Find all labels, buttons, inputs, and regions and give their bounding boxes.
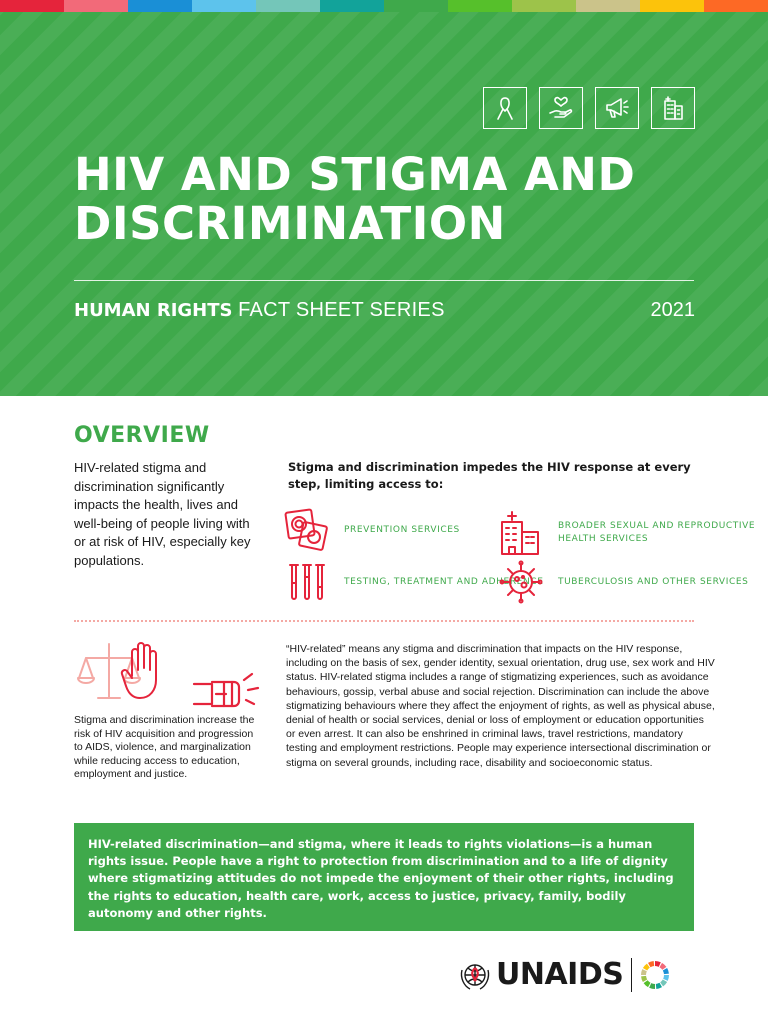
section-divider	[74, 620, 694, 622]
sdg-strip-segment	[0, 0, 64, 12]
sdg-strip-segment	[64, 0, 128, 12]
overview-text: HIV-related stigma and discrimination significantly impacts the health, lives and well-being of people living with or at risk of HIV, especially key populations.	[74, 460, 251, 568]
sdg-strip-segment	[256, 0, 320, 12]
access-label-srh: BROADER SEXUAL AND REPRODUCTIVE HEALTH SERVICES	[558, 521, 756, 544]
sdg-wheel-segment	[656, 982, 662, 988]
sdg-wheel-segment	[644, 980, 651, 987]
logo-text: UNAIDS	[496, 957, 624, 992]
header-banner	[0, 12, 768, 396]
hiv-related-definition: “HIV-related” means any stigma and discrimination that impacts on the HIV response, including on the basis of sex, gender identity, sexual orientation, drug use, sex work and HIV status. HIV-related stigma includes a range of stigmatizing experiences, such as avoidance behaviours, gossip, verbal abuse and social rejection. Discrimination can include the above stigmatizing behaviours where they affect the enjoyment of rights, as well as physical abuse, denial of health or social services, denial or loss of employment or education opportunities or even arrest. It can also be enshrined in criminal laws, travel restrictions, mandatory testing and employment restrictions. People may experience intersectional discrimination or stigma on several grounds, including race, disability and socioeconomic status.	[286, 643, 715, 769]
sdg-wheel-segment	[664, 975, 670, 981]
sdg-strip-segment	[512, 0, 576, 12]
sdg-wheel-segment	[650, 983, 656, 989]
virus-icon	[498, 559, 544, 605]
scales-of-justice-icon	[78, 644, 140, 698]
sdg-strip-segment	[704, 0, 768, 12]
access-label-testing: TESTING, TREATMENT AND ADHERENCE	[344, 576, 544, 587]
access-item-prevention	[284, 507, 460, 553]
ribbon-icon	[483, 87, 527, 129]
sdg-wheel-segment	[648, 961, 654, 967]
header-icon-row	[483, 87, 695, 129]
sdg-wheel-segment	[643, 963, 650, 970]
overview-heading: OVERVIEW	[74, 423, 210, 448]
hospital-icon	[498, 510, 544, 556]
sdg-strip-segment	[192, 0, 256, 12]
rights-callout-text: HIV-related discrimination—and stigma, where it leads to rights violations—is a human rights issue. People have a right to protection from discrimination and to a life of dignity where stigmatizing attitudes do not impede the enjoyment of their other rights, including the rights to education, health care, work, access to justice, privacy, family, bodily autonomy and other rights.	[88, 837, 674, 920]
un-emblem-icon	[458, 958, 492, 992]
sdg-wheel-segment	[663, 968, 669, 974]
series-light: FACT SHEET SERIES	[238, 299, 445, 321]
series-subtitle	[74, 298, 445, 323]
sdg-color-strip	[0, 0, 768, 12]
fist-icon	[194, 674, 258, 706]
logo-separator	[631, 958, 632, 992]
unaids-logo	[458, 957, 670, 992]
sdg-wheel-segment	[655, 961, 661, 967]
sdg-wheel-segment	[660, 962, 667, 969]
sdg-strip-segment	[128, 0, 192, 12]
condom-icon	[284, 507, 330, 553]
building-icon	[651, 87, 695, 129]
access-item-tb	[498, 559, 748, 605]
stigma-illustration	[74, 636, 274, 716]
sdg-strip-segment	[384, 0, 448, 12]
sdg-strip-segment	[640, 0, 704, 12]
access-label-tb: TUBERCULOSIS AND OTHER SERVICES	[558, 576, 749, 587]
test-tubes-icon	[284, 559, 330, 605]
access-label-prevention: PREVENTION SERVICES	[344, 524, 460, 535]
sdg-wheel-icon	[640, 960, 670, 990]
access-item-srh	[498, 510, 768, 556]
header-divider	[74, 280, 694, 281]
sdg-strip-segment	[448, 0, 512, 12]
sdg-strip-segment	[320, 0, 384, 12]
publication-year: 2021	[650, 299, 695, 321]
sdg-wheel-segment	[641, 975, 647, 981]
page-title: HIV AND STIGMA AND DISCRIMINATION	[74, 148, 636, 250]
megaphone-icon	[595, 87, 639, 129]
access-intro: Stigma and discrimination impedes the HIV response at every step, limiting access to:	[288, 460, 691, 491]
sdg-wheel-segment	[661, 979, 668, 986]
stigma-impact-text: Stigma and discrimination increase the risk of HIV acquisition and progression to AIDS, violence, and marginalization while reducing access to education, employment and justice.	[74, 714, 255, 780]
sdg-strip-segment	[576, 0, 640, 12]
hand-heart-icon	[539, 87, 583, 129]
raised-hand-icon	[122, 643, 156, 698]
rights-callout-box	[74, 823, 694, 931]
series-bold: HUMAN RIGHTS	[74, 300, 233, 321]
sdg-wheel-segment	[641, 969, 647, 975]
